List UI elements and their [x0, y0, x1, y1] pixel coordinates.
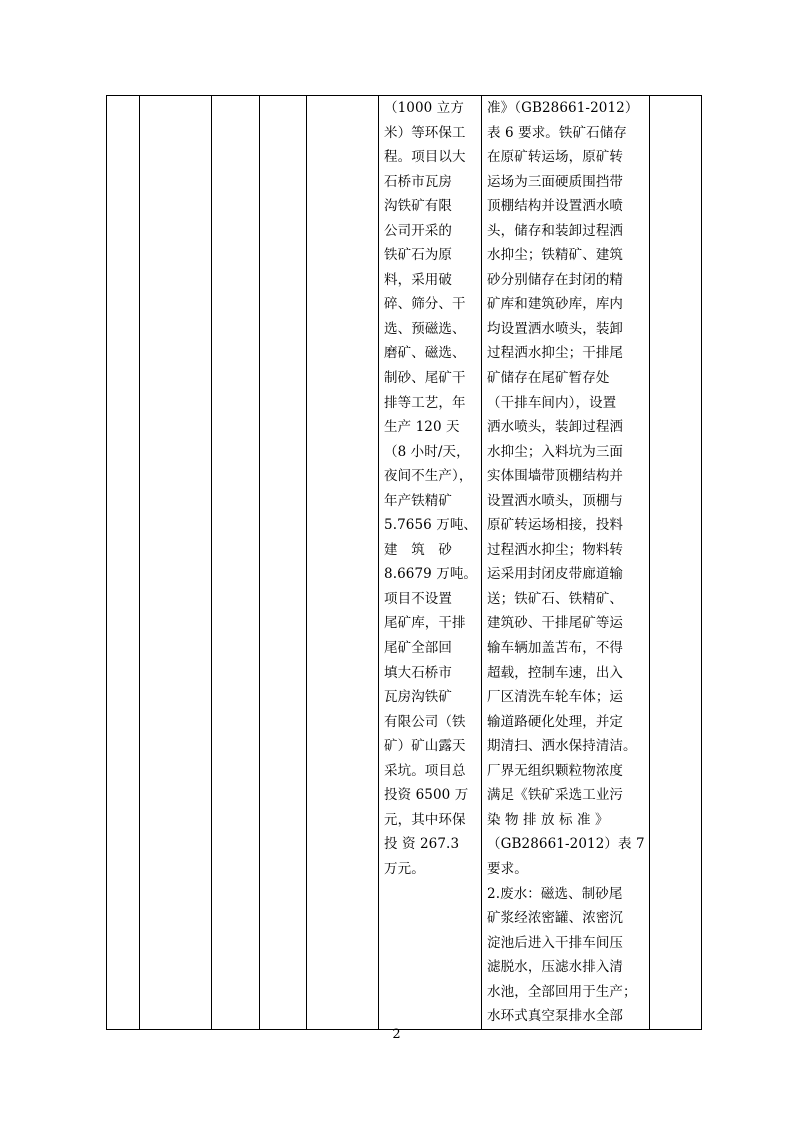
project-description-cell	[379, 96, 482, 1030]
text-line: 顶棚结构并设置洒水喷	[487, 198, 624, 215]
text-line: 碎、筛分、干	[384, 296, 466, 313]
text-line: 投资 6500 万	[384, 787, 469, 804]
table-cell-col5	[307, 96, 379, 1030]
text-line: 5.7656 万吨、	[384, 517, 478, 534]
text-line: 过程洒水抑尘；物料转	[487, 541, 624, 558]
text-line: 淀池后进入干排车间压	[487, 934, 624, 951]
text-line: 米）等环保工	[384, 124, 466, 141]
text-line: 染 物 排 放 标 准 》	[487, 811, 609, 828]
text-line: 洒水喷头，装卸过程洒	[487, 419, 624, 436]
text-line: 矿储存在尾矿暂存处	[487, 370, 610, 387]
text-line: 料，采用破	[384, 271, 452, 288]
text-line: （8 小时/天，	[384, 443, 470, 460]
text-line: 磨矿、磁选、	[384, 345, 466, 362]
text-line: 投 资 267.3	[384, 836, 460, 853]
text-line: 有限公司（铁	[384, 713, 466, 730]
text-line: 运采用封闭皮带廊道输	[487, 566, 624, 583]
table-cell-col1	[107, 96, 140, 1030]
text-line: 砂分别储存在封闭的精	[487, 271, 624, 288]
text-line: 元，其中环保	[384, 811, 466, 828]
table-row	[107, 96, 702, 1030]
text-line: 在原矿转运场，原矿转	[487, 149, 624, 166]
text-line: 排等工艺，年	[384, 394, 466, 411]
text-line: 过程洒水抑尘；干排尾	[487, 345, 624, 362]
text-line: 程。项目以大	[384, 149, 466, 166]
text-line: 尾矿库，干排	[384, 615, 466, 632]
text-line: 满足《铁矿采选工业污	[487, 787, 624, 804]
text-line: 选、预磁选、	[384, 320, 466, 337]
project-description-text	[379, 96, 481, 882]
text-line: 石桥市瓦房	[384, 173, 452, 190]
text-line: 瓦房沟铁矿	[384, 689, 452, 706]
text-line: 尾矿全部回	[384, 640, 452, 657]
text-line: 矿库和建筑砂库，库内	[487, 296, 624, 313]
text-line: 准》（GB28661-2012）	[487, 100, 639, 116]
text-line: 项目不设置	[384, 590, 452, 607]
text-line: 生产 120 天	[384, 419, 460, 436]
environmental-measures-cell	[482, 96, 650, 1030]
table-cell-col8	[649, 96, 701, 1030]
text-line: 均设置洒水喷头，装卸	[487, 320, 624, 337]
text-line: 表 6 要求。铁矿石储存	[487, 124, 627, 141]
text-line: 超载，控制车速，出入	[487, 664, 624, 681]
text-line: 制砂、尾矿干	[384, 370, 466, 387]
text-line: （干排车间内），设置	[487, 394, 617, 411]
environmental-measures-text	[482, 96, 649, 1029]
text-line: 送；铁矿石、铁精矿、	[487, 590, 624, 607]
text-line: 期清扫、洒水保持清洁。	[487, 738, 637, 755]
text-line: 铁矿石为原	[384, 247, 452, 264]
text-line: 头，储存和装卸过程洒	[487, 222, 624, 239]
text-line: 建 筑 砂	[384, 541, 452, 558]
text-line: 厂区清洗车轮车体；运	[487, 689, 624, 706]
text-line: 水抑尘；铁精矿、建筑	[487, 247, 624, 264]
text-line: 实体围墙带顶棚结构并	[487, 468, 624, 485]
text-line: 采坑。项目总	[384, 762, 466, 779]
text-line: 滤脱水，压滤水排入清	[487, 959, 624, 976]
text-line: 矿浆经浓密罐、浓密沉	[487, 910, 624, 927]
text-line: 公司开采的	[384, 222, 452, 239]
text-line: 2.废水：磁选、制砂尾	[487, 885, 623, 902]
table-cell-col4	[260, 96, 307, 1030]
table-cell-col2	[140, 96, 212, 1030]
text-line: 水抑尘；入料坑为三面	[487, 443, 624, 460]
text-line: 万元。	[384, 860, 425, 877]
text-line: 原矿转运场相接，投料	[487, 517, 624, 534]
text-line: 填大石桥市	[384, 664, 452, 681]
text-line: 设置洒水喷头，顶棚与	[487, 492, 624, 509]
page-number: 2	[392, 1027, 401, 1042]
text-line: 水池，全部回用于生产；	[487, 983, 637, 1000]
text-line: 运场为三面硬质围挡带	[487, 173, 624, 190]
text-line: （GB28661-2012）表 7	[487, 836, 645, 853]
text-line: 输道路硬化处理，并定	[487, 713, 624, 730]
table-cell-col3	[212, 96, 260, 1030]
text-line: 水环式真空泵排水全部	[487, 1008, 624, 1025]
project-table	[106, 95, 702, 1030]
text-line: 沟铁矿有限	[384, 198, 452, 215]
text-line: 要求。	[487, 860, 528, 877]
text-line: 厂界无组织颗粒物浓度	[487, 762, 624, 779]
text-line: 年产铁精矿	[384, 492, 452, 509]
text-line: 矿）矿山露天	[384, 738, 466, 755]
text-line: 8.6679 万吨。	[384, 566, 478, 583]
text-line: 输车辆加盖苫布，不得	[487, 640, 624, 657]
text-line: 建筑砂、干排尾矿等运	[487, 615, 624, 632]
text-line: （1000 立方	[384, 100, 464, 116]
text-line: 夜间不生产），	[384, 468, 473, 485]
